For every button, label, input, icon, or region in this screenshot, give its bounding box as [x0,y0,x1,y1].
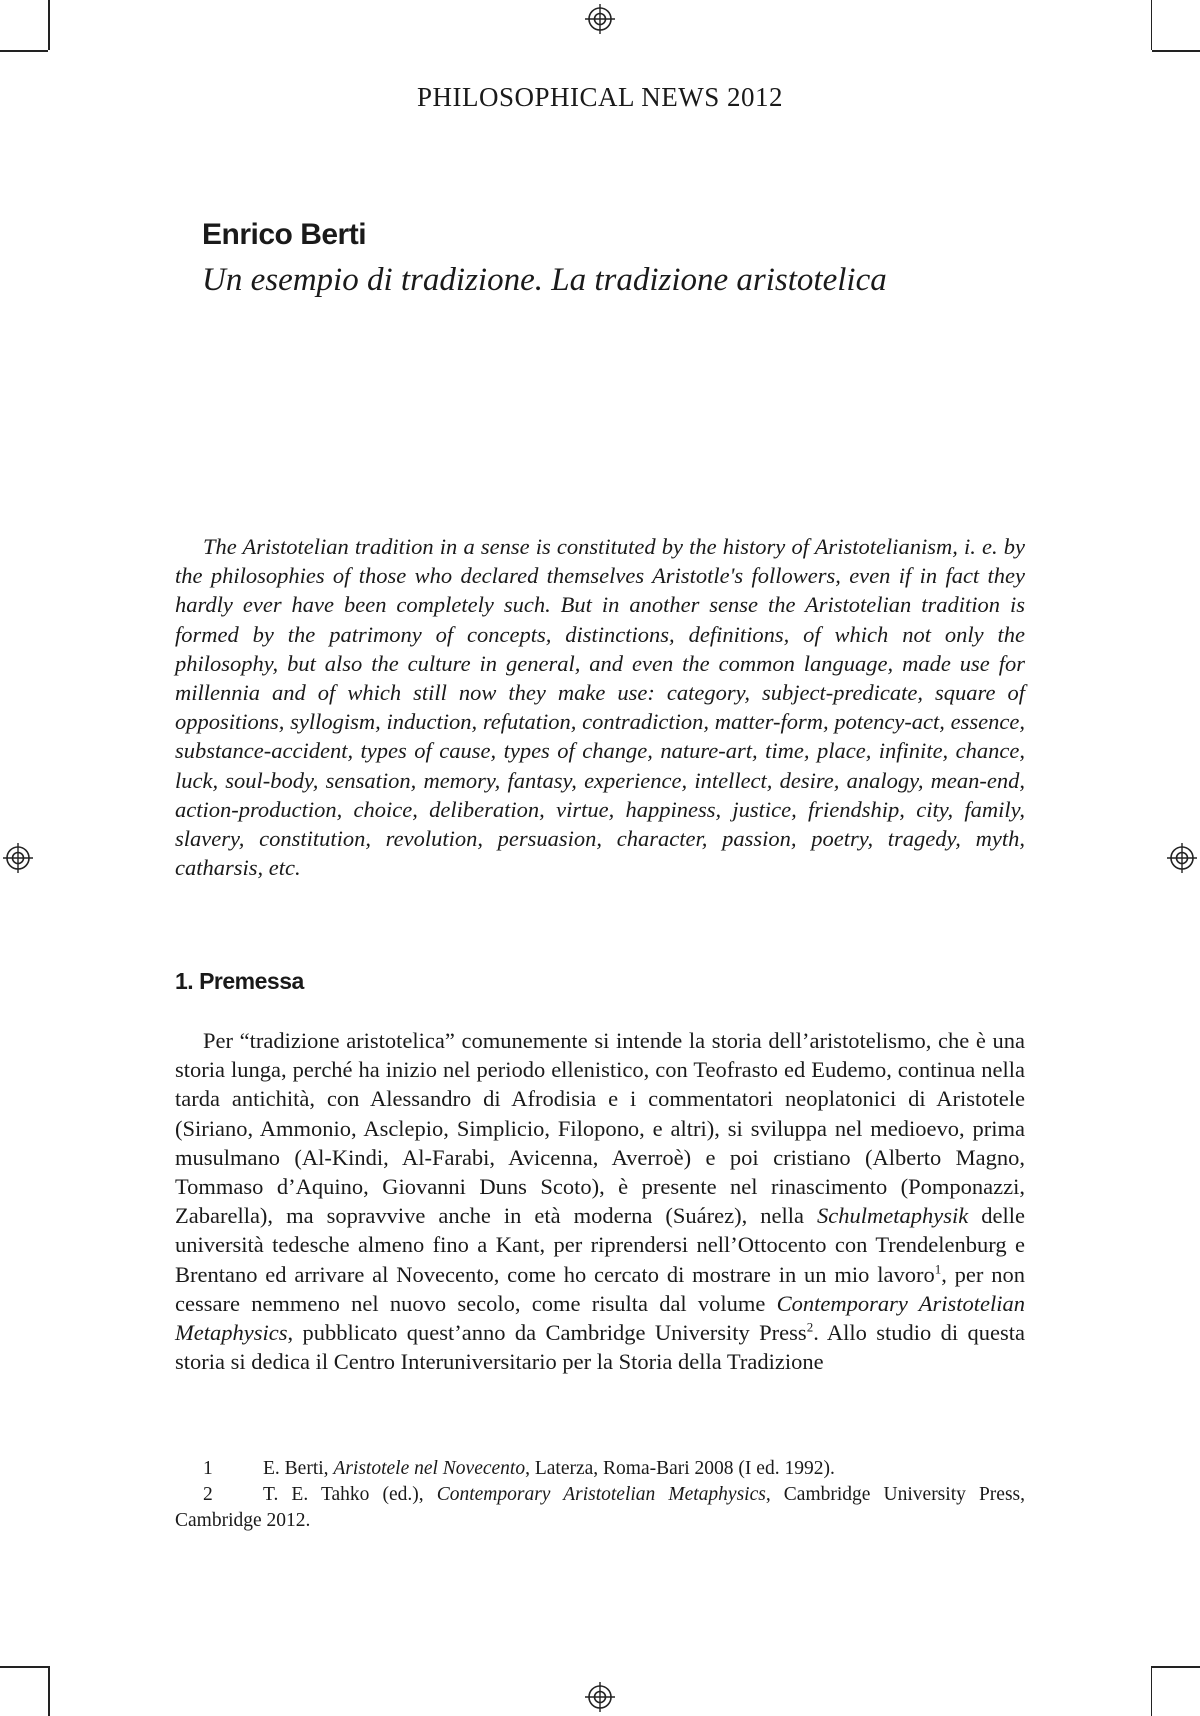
body-paragraph [175,1026,1025,1376]
crop-mark-top-left-v [48,0,50,50]
footnote-text: , Laterza, Roma-Bari 2008 (I ed. 1992). [525,1458,835,1479]
crop-mark-top-right-h [1152,50,1200,52]
crop-mark-top-left-h [0,50,48,52]
footnotes [175,1456,1025,1534]
registration-mark-top-icon [585,4,615,34]
body-text-segment: , pubblicato quest’anno da Cambridge University Press [287,1320,807,1346]
crop-mark-top-right-v [1151,0,1153,50]
crop-mark-bottom-left-v [48,1666,50,1716]
crop-mark-bottom-left-h [0,1666,48,1668]
registration-mark-bottom-icon [585,1682,615,1712]
footnote-2 [175,1482,1025,1534]
registration-mark-right-icon [1167,843,1197,873]
body-text-segment: . Allo studio di questa storia si dedica il Centro Interuniversitario per la Storia della Tradizione [175,1320,1026,1375]
section-heading: 1. Premessa [175,968,304,994]
abstract: The Aristotelian tradition in a sense is constituted by the history of Aristotelianism, i. e. by the philosophies of those who declared themselves Aristotle's followers, even if in fact they hardly ever have been completely such. But in another sense the Aristotelian tradition is formed by the patrimony of concepts, distinctions, definitions, of which not only the philosophy, but also the culture in general, and even the common language, made use for millennia and of which still now they make use: category, subject-predicate, square of oppositions, syllogism, induction, refutation, contradiction, matter-form, potency-act, essence, substance-accident, types of cause, types of change, nature-art, time, place, infinite, chance, luck, soul-body, sensation, memory, fantasy, experience, intellect, desire, analogy, mean-end, action-production, choice, deliberation, virtue, happiness, justice, friendship, city, family, slavery, constitution, revolution, persuasion, character, passion, poetry, tragedy, myth, catharsis, etc. [175,534,1025,881]
article-author: Enrico Berti [202,218,367,251]
article-title: Un esempio di tradizione. La tradizione aristotelica [202,262,887,298]
footnote-number: 2 [203,1484,213,1505]
running-head: PHILOSOPHICAL NEWS 2012 [416,82,783,112]
registration-mark-left-icon [3,843,33,873]
footnote-italic-title: Contemporary Aristotelian Metaphysics [436,1484,766,1505]
body-text-segment: , per non cessare nemmeno nel nuovo secolo, come risulta dal volume [175,1261,1025,1316]
body-text-segment: Per “tradizione aristotelica” comunemente si intende la storia dell’aristotelismo, che è una storia lunga, perché ha inizio nel periodo ellenistico, con Teofrasto ed Eudemo, continua nella tarda antichità, con Alessandro di Afrodisia e i commentatori neoplatonici di Aristotele (Siriano, Ammonio, Asclepio, Simplicio, Filopono, e altri), si sviluppa nel medioevo, prima musulmano (Al-Kindi, Al-Farabi, Avicenna, Averroè) e poi cristiano (Alberto Magno, Tommaso d’Aquino, Giovanni Duns Scoto), è presente nel rinascimento (Pomponazzi, Zabarella), ma sopravvive anche in età moderna (Suárez), nella [175,1028,1025,1229]
footnote-text: T. E. Tahko (ed.), [263,1484,437,1505]
footnote-italic-title: Aristotele nel Novecento [333,1458,526,1479]
footnote-text: , Cambridge University Press, Cambridge 2012. [175,1484,1025,1531]
body-italic-term: Schulmetaphysik [817,1203,969,1229]
footnote-number: 1 [203,1458,213,1479]
footnote-ref-1[interactable]: 1 [934,1261,942,1277]
body-italic-title: Contemporary Aristotelian Metaphysics [175,1290,1025,1346]
crop-mark-bottom-right-h [1152,1666,1200,1668]
body-text-segment: delle università tedesche almeno fino a Kant, per riprendersi nell’Ottocento con Trendelenburg e Brentano ed arrivare al Novecento, come ho cercato di mostrare in un mio lavoro [175,1203,1025,1287]
footnote-1 [175,1456,1025,1482]
footnote-ref-2[interactable]: 2 [806,1319,814,1335]
footnote-text: E. Berti, [263,1458,334,1479]
crop-mark-bottom-right-v [1151,1666,1153,1716]
